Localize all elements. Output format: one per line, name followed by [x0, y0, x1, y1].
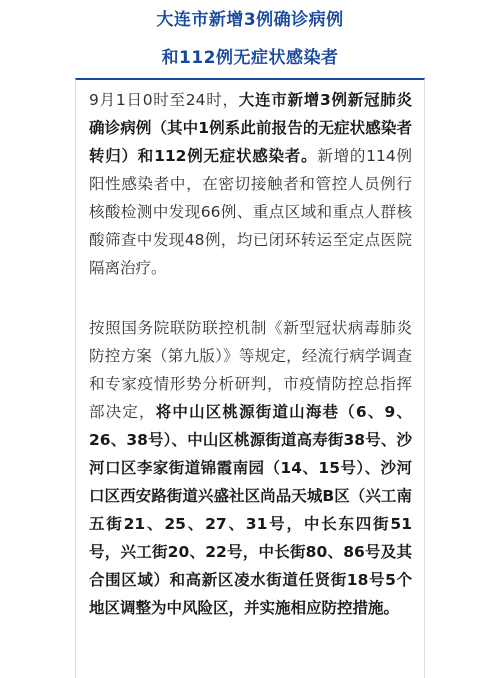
article-card: [75, 78, 425, 678]
paragraph-1-lead: 9月1日0时至24时，: [89, 91, 239, 109]
paragraph-2-bold: 将中山区桃源街道山海巷（6、9、26、38号）、中山区桃源街道高寿街38号、沙河口区李家街道锦霞南园（14、15号）、沙河口区西安路街道兴盛社区尚品天城B区（兴工南五街21、25、27、31号，中长东四街51号，兴工街20、22号，中长街80、86号及其合围区域）和高新区凌水街道任贤街18号5个地区调整为中风险区，并实施相应防控措施。: [89, 403, 412, 617]
paragraph-1-bold: 大连市新增3例新冠肺炎确诊病例（其中1例系此前报告的无症状感染者转归）和112例无症状感染者。: [89, 91, 412, 165]
page-title-line-1: 大连市新增3例确诊病例: [156, 10, 344, 30]
article-paragraph-1: [89, 86, 412, 282]
page-title-line-2: 和112例无症状感染者: [161, 48, 339, 68]
paragraph-2-lead: 按照国务院联防联控机制《新型冠状病毒肺炎防控方案（第九版）》等规定，经流行病学调查和专家疫情形势分析研判，市疫情防控总指挥部决定，: [89, 319, 412, 421]
page-header: [0, 0, 500, 78]
article-paragraph-2: [89, 314, 412, 622]
paragraph-1-rest: 新增的114例阳性感染者中，在密切接触者和管控人员例行核酸检测中发现66例、重点区域和重点人群核酸筛查中发现48例，均已闭环转运至定点医院隔离治疗。: [89, 147, 412, 277]
